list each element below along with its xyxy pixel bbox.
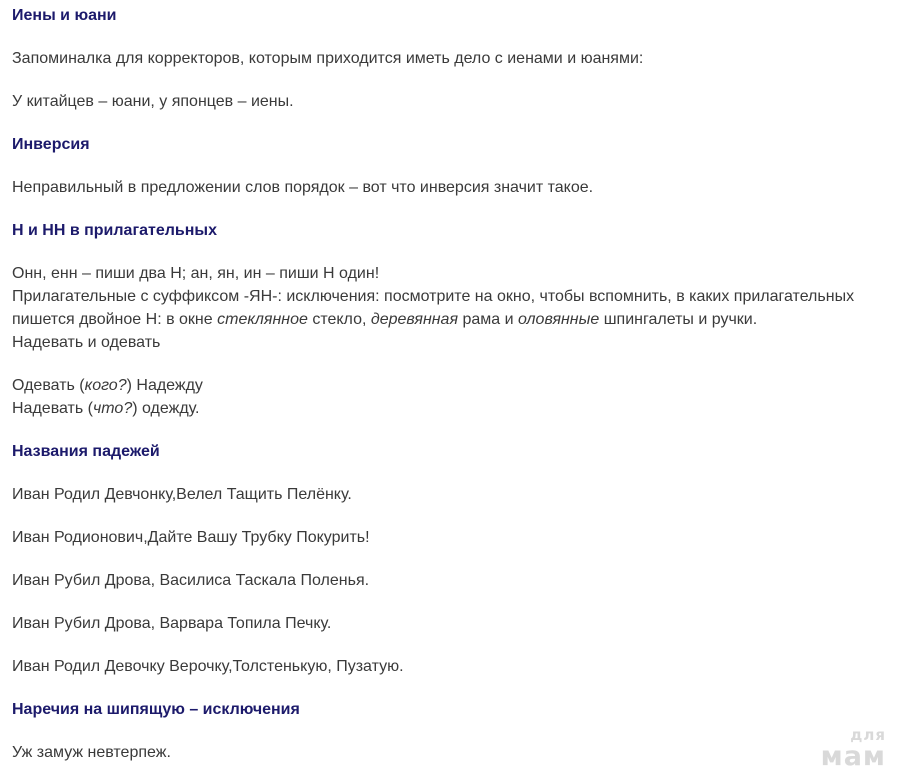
watermark-logo — [821, 728, 886, 770]
article-content — [12, 4, 882, 780]
heading-case-names: Названия падежей — [12, 443, 160, 460]
text-span: Прилагательные с суффиксом -ЯН-: исключения: посмотрите на окно, чтобы вспомнить, в каких прилагательных пишется двойное Н: в окне — [12, 288, 855, 328]
italic-question: кого? — [84, 377, 127, 394]
text-span: ) одежду. — [132, 400, 200, 417]
heading-yen-yuan: Иены и юани — [12, 7, 117, 24]
italic-word: деревянная — [370, 311, 458, 328]
heading-inversion: Инверсия — [12, 136, 90, 153]
n-nn-rule-line: Онн, енн – пиши два Н; ан, ян, ин – пиши Н один! — [12, 265, 380, 282]
watermark-small-text: для — [850, 726, 886, 744]
yan-suffix-exceptions — [12, 285, 882, 331]
nadevat-line — [12, 397, 882, 420]
case-mnemonic-4: Иван Рубил Дрова, Варвара Топила Печку. — [12, 615, 332, 632]
heading-adverbs-sibilant: Наречия на шипящую – исключения — [12, 701, 300, 718]
italic-word: стеклянное — [217, 311, 308, 328]
paragraph-n-nn-rules — [12, 262, 882, 354]
paragraph-odevat-nadevat — [12, 374, 882, 420]
case-mnemonic-2: Иван Родионович,Дайте Вашу Трубку Покурить! — [12, 529, 370, 546]
case-mnemonic-3: Иван Рубил Дрова, Василиса Таскала Поленья. — [12, 572, 370, 589]
text-span: Надевать ( — [12, 400, 93, 417]
text-span: рама и — [458, 311, 518, 328]
text-span: стекло, — [307, 311, 371, 328]
text-span: ) Надежду — [126, 377, 203, 394]
italic-word: оловянные — [517, 311, 600, 328]
nadevat-odevat-title: Надевать и одевать — [12, 334, 161, 351]
paragraph-yen-yuan-rule: У китайцев – юани, у японцев – иены. — [12, 93, 294, 110]
watermark-big-text: мам — [820, 741, 886, 772]
italic-question: что? — [93, 400, 133, 417]
paragraph-mnemonic-intro: Запоминалка для корректоров, которым приходится иметь дело с иенами и юанями: — [12, 50, 644, 67]
text-span: шпингалеты и ручки. — [599, 311, 758, 328]
case-mnemonic-1: Иван Родил Девчонку,Велел Тащить Пелёнку. — [12, 486, 352, 503]
odevat-line — [12, 374, 882, 397]
paragraph-adverb-exceptions: Уж замуж невтерпеж. — [12, 744, 171, 761]
heading-n-nn-adjectives: Н и НН в прилагательных — [12, 222, 217, 239]
text-span: Одевать ( — [12, 377, 85, 394]
case-mnemonic-5: Иван Родил Девочку Верочку,Толстенькую, Пузатую. — [12, 658, 404, 675]
paragraph-inversion-rule: Неправильный в предложении слов порядок – вот что инверсия значит такое. — [12, 179, 594, 196]
